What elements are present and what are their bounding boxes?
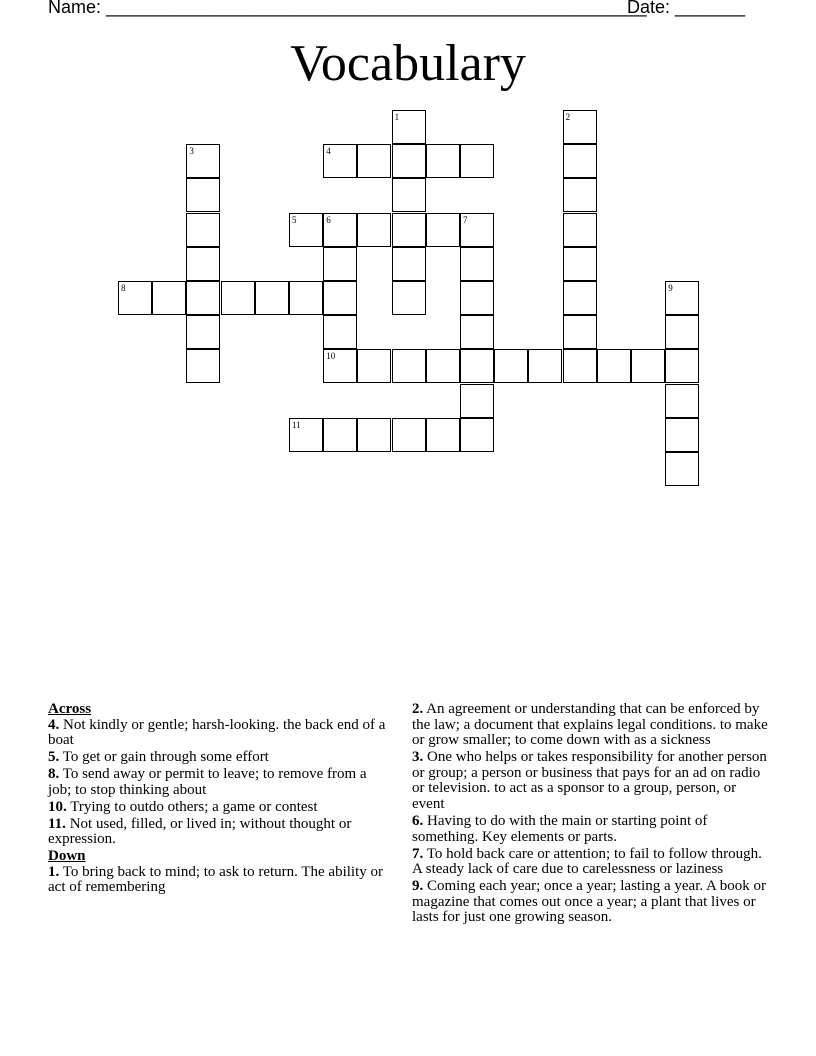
grid-cell[interactable] — [186, 281, 220, 315]
grid-cell[interactable] — [357, 349, 391, 383]
down-clue-list-left — [48, 865, 393, 896]
grid-cell[interactable] — [255, 281, 289, 315]
clue-number-label: 8. — [48, 766, 60, 783]
clue-number: 10 — [326, 351, 336, 362]
name-field-label: Name: ______________________________________________________ — [48, 0, 647, 17]
clue-number-label: 4. — [48, 716, 60, 733]
down-clue-list-right — [412, 702, 772, 926]
grid-cell[interactable] — [460, 418, 494, 452]
grid-cell[interactable] — [426, 144, 460, 178]
down-clue — [412, 879, 772, 926]
grid-cell[interactable] — [460, 384, 494, 418]
grid-cell[interactable] — [392, 418, 426, 452]
clue-text: To bring back to mind; to ask to return. The ability or act of remembering — [48, 863, 384, 896]
grid-cell[interactable] — [665, 349, 699, 383]
date-field-label: Date: _______ — [627, 0, 746, 17]
clue-text: Trying to outdo others; a game or contest — [66, 798, 318, 815]
grid-cell[interactable] — [186, 315, 220, 349]
grid-cell[interactable] — [426, 418, 460, 452]
grid-cell[interactable] — [563, 110, 597, 144]
grid-cell[interactable] — [323, 281, 357, 315]
grid-cell[interactable] — [563, 349, 597, 383]
grid-cell[interactable] — [426, 213, 460, 247]
grid-cell[interactable] — [323, 144, 357, 178]
grid-cell[interactable] — [460, 213, 494, 247]
clue-text: An agreement or understanding that can be enforced by the law; a document that explains legal conditions. to make or grow smaller; to come down with as a sickness — [412, 701, 768, 749]
grid-cell[interactable] — [563, 315, 597, 349]
grid-cell[interactable] — [323, 349, 357, 383]
grid-cell[interactable] — [323, 418, 357, 452]
clue-number: 3 — [189, 146, 194, 157]
grid-cell[interactable] — [186, 349, 220, 383]
clue-number-label: 2. — [412, 701, 424, 717]
grid-cell[interactable] — [152, 281, 186, 315]
clue-number: 11 — [292, 419, 301, 430]
grid-cell[interactable] — [597, 349, 631, 383]
across-heading: Across — [48, 701, 92, 717]
grid-cell[interactable] — [392, 281, 426, 315]
grid-cell[interactable] — [186, 178, 220, 212]
grid-cell[interactable] — [665, 315, 699, 349]
grid-cell[interactable] — [563, 247, 597, 281]
grid-cell[interactable] — [563, 281, 597, 315]
grid-cell[interactable] — [323, 315, 357, 349]
clue-number: 2 — [565, 112, 571, 122]
clue-number-label: 5. — [48, 749, 60, 766]
down-clue — [412, 847, 772, 878]
grid-cell[interactable] — [323, 213, 357, 247]
down-heading: Down — [48, 848, 86, 865]
grid-cell[interactable] — [392, 178, 426, 212]
across-clue — [48, 718, 393, 749]
grid-cell[interactable] — [460, 247, 494, 281]
clue-number: 9 — [668, 283, 673, 293]
clue-text: To send away or permit to leave; to remove from a job; to stop thinking about — [48, 766, 367, 798]
grid-cell[interactable] — [392, 349, 426, 383]
grid-cell[interactable] — [665, 281, 699, 315]
grid-cell[interactable] — [563, 178, 597, 212]
down-clue — [48, 865, 393, 896]
grid-cell[interactable] — [221, 281, 255, 315]
grid-cell[interactable] — [392, 213, 426, 247]
across-clue — [48, 800, 393, 816]
clue-text: One who helps or takes responsibility for another person or group; a person or business that pays for an ad on radio or television. to act as a sponsor to a group, person, or event — [412, 749, 767, 812]
clue-number: 8 — [121, 283, 126, 293]
grid-cell[interactable] — [426, 349, 460, 383]
clue-text: Not kindly or gentle; harsh-looking. the back end of a boat — [48, 716, 386, 749]
grid-cell[interactable] — [357, 418, 391, 452]
clue-number-label: 7. — [412, 845, 424, 862]
down-clue — [412, 702, 772, 749]
grid-cell[interactable] — [665, 452, 699, 486]
grid-cell[interactable] — [186, 144, 220, 178]
clue-number: 4 — [326, 146, 331, 157]
clue-text: To get or gain through some effort — [59, 749, 269, 766]
clue-text: To hold back care or attention; to fail to follow through. A steady lack of care due to carelessness or laziness — [412, 845, 762, 878]
clue-text: Coming each year; once a year; lasting a year. A book or magazine that comes out once a year; a plant that lives or lasts for just one growing season. — [412, 878, 767, 926]
grid-cell[interactable] — [460, 281, 494, 315]
across-clue — [48, 750, 393, 766]
clue-number-label: 6. — [412, 812, 424, 829]
down-clue — [412, 814, 772, 845]
down-clue — [412, 750, 772, 812]
grid-cell[interactable] — [563, 144, 597, 178]
grid-cell[interactable] — [289, 213, 323, 247]
grid-cell[interactable] — [460, 315, 494, 349]
grid-cell[interactable] — [118, 281, 152, 315]
grid-cell[interactable] — [392, 144, 426, 178]
across-clue — [48, 767, 393, 798]
across-clue — [48, 817, 393, 848]
clue-number-label: 10. — [48, 798, 67, 815]
grid-cell[interactable] — [460, 144, 494, 178]
grid-cell[interactable] — [323, 247, 357, 281]
clue-number: 6 — [326, 214, 331, 225]
clue-number-label: 11. — [48, 815, 66, 832]
grid-cell[interactable] — [289, 281, 323, 315]
across-clue-list — [48, 718, 393, 848]
grid-cell[interactable] — [186, 213, 220, 247]
grid-cell[interactable] — [665, 384, 699, 418]
clues-left-column — [48, 702, 393, 897]
clue-number: 5 — [292, 214, 297, 225]
grid-cell[interactable] — [392, 110, 426, 144]
grid-cell[interactable] — [528, 349, 562, 383]
grid-cell[interactable] — [357, 144, 391, 178]
grid-cell[interactable] — [494, 349, 528, 383]
grid-cell[interactable] — [289, 418, 323, 452]
clue-number-label: 3. — [412, 749, 424, 766]
clues-right-column — [412, 702, 772, 927]
grid-cell[interactable] — [392, 247, 426, 281]
page-title: Vocabulary — [290, 35, 526, 92]
clue-text: Not used, filled, or lived in; without thought or expression. — [48, 815, 352, 848]
grid-cell[interactable] — [186, 247, 220, 281]
clue-text: Having to do with the main or starting point of something. Key elements or parts. — [412, 812, 708, 845]
grid-cell[interactable] — [665, 418, 699, 452]
clue-number-label: 1. — [48, 863, 60, 880]
clue-number-label: 9. — [412, 878, 424, 895]
grid-cell[interactable] — [460, 349, 494, 383]
crossword-grid — [0, 0, 816, 520]
clue-number: 1 — [394, 112, 400, 122]
grid-cell[interactable] — [563, 213, 597, 247]
grid-cell[interactable] — [631, 349, 665, 383]
clue-number: 7 — [463, 214, 468, 225]
grid-cell[interactable] — [357, 213, 391, 247]
